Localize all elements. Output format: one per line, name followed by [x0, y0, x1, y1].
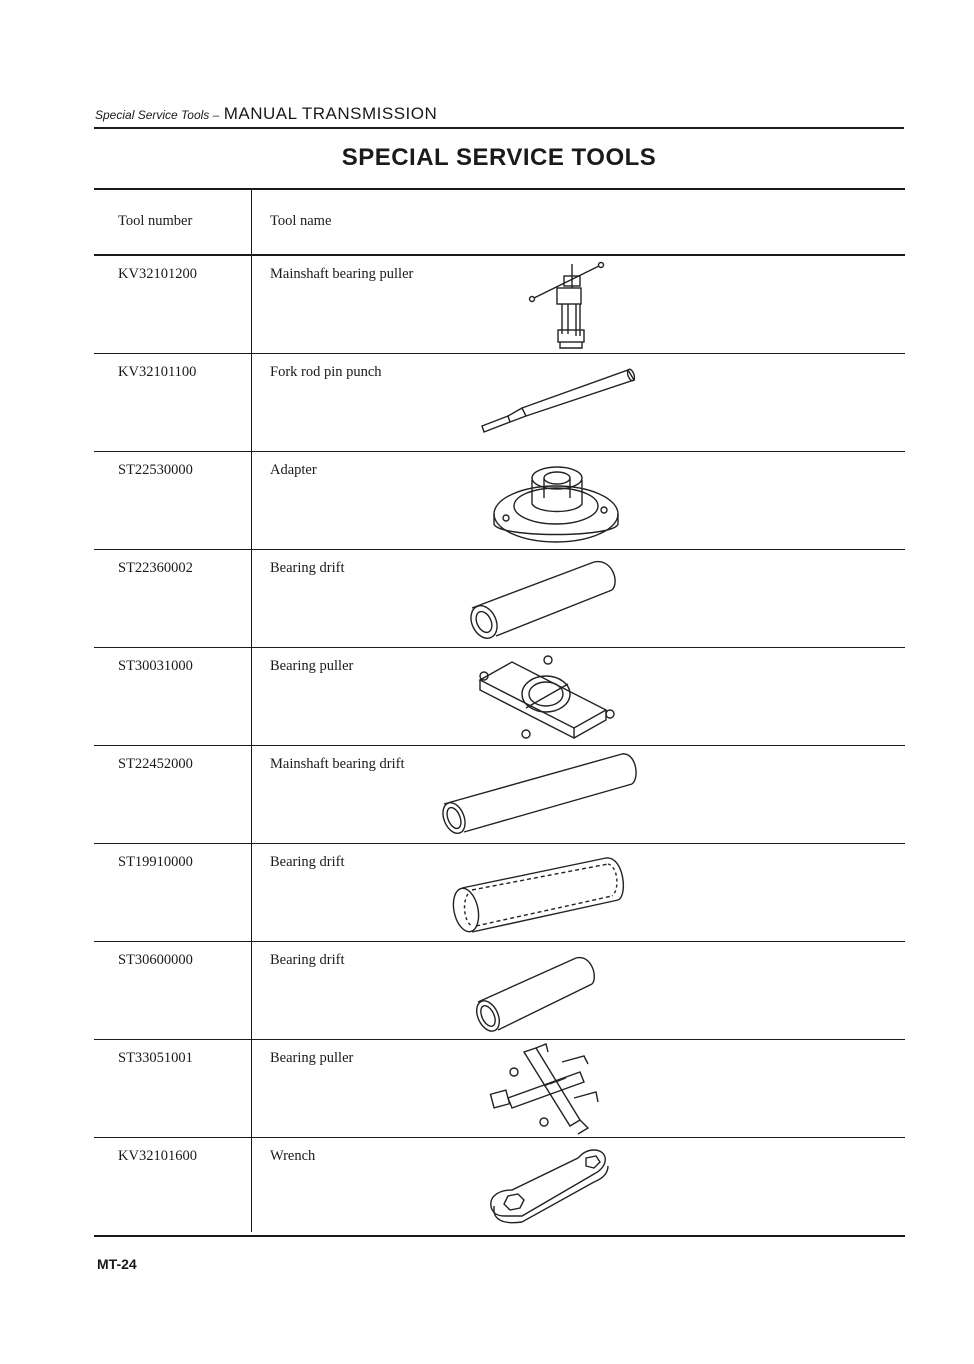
wrench-icon [486, 1140, 616, 1232]
tool-name: Bearing drift [270, 952, 345, 968]
tool-number: KV32101100 [118, 364, 197, 380]
tool-name: Bearing puller [270, 658, 354, 674]
tool-number: ST19910000 [118, 854, 193, 870]
header-section: Special Service Tools – [95, 108, 220, 122]
table-row [94, 550, 905, 648]
adapter-icon [490, 454, 626, 548]
tool-number: ST22360002 [118, 560, 193, 576]
hollow-drift-icon [448, 846, 634, 938]
table-row [94, 942, 905, 1040]
tool-name: Bearing drift [270, 854, 345, 870]
tool-number: ST30031000 [118, 658, 193, 674]
short-drift-icon [470, 944, 610, 1036]
tool-name: Bearing drift [270, 560, 345, 576]
tool-number: ST22452000 [118, 756, 193, 772]
pin-punch-icon [478, 356, 648, 446]
tool-number: KV32101200 [118, 266, 197, 282]
table-row [94, 256, 905, 354]
long-drift-icon [438, 748, 638, 840]
tool-number: KV32101600 [118, 1148, 197, 1164]
tool-name: Wrench [270, 1148, 316, 1164]
tools-table [94, 188, 905, 1237]
column-divider [251, 188, 252, 1232]
tool-number: ST33051001 [118, 1050, 193, 1066]
tool-number: ST22530000 [118, 462, 193, 478]
tool-name: Mainshaft bearing drift [270, 756, 405, 772]
tool-name: Adapter [270, 462, 317, 478]
jaw-puller-icon [484, 1042, 614, 1138]
table-row [94, 1138, 905, 1235]
table-row [94, 648, 905, 746]
header-rule [94, 127, 904, 129]
mainshaft-bearing-puller-icon [524, 258, 614, 350]
table-row [94, 452, 905, 550]
tool-name: Fork rod pin punch [270, 364, 382, 380]
table-row [94, 746, 905, 844]
page-number: MT-24 [97, 1256, 137, 1272]
tool-name: Bearing puller [270, 1050, 354, 1066]
running-header [95, 104, 437, 124]
tool-name: Mainshaft bearing puller [270, 266, 414, 282]
column-header-tool-name: Tool name [270, 213, 332, 229]
tool-number: ST30600000 [118, 952, 193, 968]
table-row [94, 354, 905, 452]
column-header-tool-number: Tool number [118, 213, 193, 229]
bearing-drift-icon [466, 552, 626, 644]
table-row [94, 844, 905, 942]
page-title: SPECIAL SERVICE TOOLS [341, 144, 657, 171]
header-chapter: MANUAL TRANSMISSION [223, 104, 438, 123]
table-header [94, 190, 905, 256]
split-bearing-puller-icon [470, 650, 640, 744]
table-row [94, 1040, 905, 1138]
